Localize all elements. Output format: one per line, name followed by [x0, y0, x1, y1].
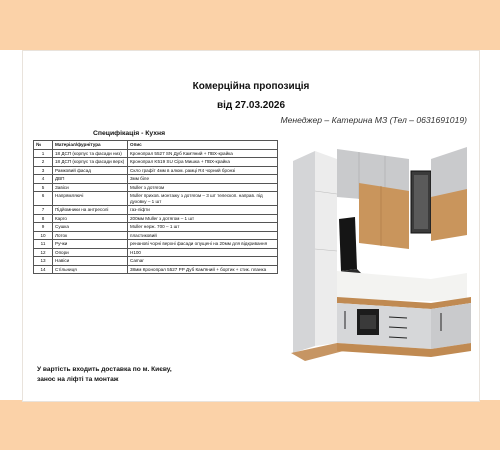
proposal-page: [22, 50, 480, 402]
top-border-band: [0, 0, 500, 50]
row-material: Лоток: [53, 231, 128, 240]
row-number: 14: [34, 265, 53, 274]
spec-title: Специфікація - Кухня: [93, 130, 166, 137]
kitchen-render-image: [281, 131, 477, 361]
col-header-description: Опис: [128, 141, 278, 150]
table-row: [34, 206, 278, 215]
table-row: [34, 223, 278, 232]
tall-column-front: [315, 151, 337, 346]
row-material: Карго: [53, 214, 128, 223]
row-number: 7: [34, 206, 53, 215]
row-description: Muller нерж. 700 – 1 шт: [128, 223, 278, 232]
table-row: [34, 248, 278, 257]
table-row: [34, 240, 278, 249]
row-description: пластиковий: [128, 231, 278, 240]
row-number: 10: [34, 231, 53, 240]
row-material: Ручки: [53, 240, 128, 249]
footer-line: У вартість входить доставка по м. Києву,: [37, 366, 172, 373]
row-number: 1: [34, 149, 53, 158]
upper-cabinets-right-oak: [431, 189, 467, 241]
document-date: від 27.03.2026: [216, 100, 286, 111]
row-description: Muller прихов. монтажу з дотягом – 3 шт телескоп. направ. під духовку – 1 шт: [128, 192, 278, 206]
row-number: 8: [34, 214, 53, 223]
row-material: Сушка: [53, 223, 128, 232]
row-description: ренанові чорні верхні фасади опущені на 20мм для відкривання: [128, 240, 278, 249]
row-number: 5: [34, 183, 53, 192]
row-description: Кронопрал K519 SU Сіра Мишка + ПВХ-крайка: [128, 158, 278, 167]
row-description: Muller з дотягом: [128, 183, 278, 192]
row-number: 13: [34, 257, 53, 266]
row-description: Кронопрал 5527 SN Дуб Кам'яний + ПВХ-крайка: [128, 149, 278, 158]
row-description: 3мм біле: [128, 175, 278, 184]
table-row: [34, 183, 278, 192]
row-material: ДВП: [53, 175, 128, 184]
upper-cabinets-oak: [359, 183, 409, 249]
row-description: Camar: [128, 257, 278, 266]
col-header-material: Матеріал/фурнітура: [53, 141, 128, 150]
row-material: Стільниця: [53, 265, 128, 274]
row-description: газ-ліфти: [128, 206, 278, 215]
cooker-hood: [339, 217, 357, 271]
document-title: Комерційна пропозиція: [192, 81, 310, 92]
table-row: [34, 214, 278, 223]
row-description: 38мм Кронопрал 5527 РР Дуб Кам'яний + бортик + стик. планка: [128, 265, 278, 274]
manager-contact: Менеджер – Катерина МЗ (Тел – 0631691019): [280, 115, 467, 125]
row-description: Н100: [128, 248, 278, 257]
table-row: [34, 175, 278, 184]
table-row: [34, 149, 278, 158]
row-material: 18 ДСП (корпус та фасади верх): [53, 158, 128, 167]
row-material: Рамковий фасад: [53, 166, 128, 175]
table-row: [34, 231, 278, 240]
table-row: [34, 257, 278, 266]
row-number: 6: [34, 192, 53, 206]
table-row: [34, 166, 278, 175]
footer-note: [37, 365, 172, 385]
row-material: Підйомники на антресолі: [53, 206, 128, 215]
base-cabinets-right: [431, 303, 471, 349]
tall-column-side: [293, 151, 315, 353]
row-number: 4: [34, 175, 53, 184]
footer-line: занос на ліфті та монтаж: [37, 376, 119, 384]
table-row: [34, 265, 278, 274]
table-row: [34, 158, 278, 167]
spec-table: [33, 140, 278, 274]
row-number: 11: [34, 240, 53, 249]
row-description: 200мм Muller з дотягом – 1 шт: [128, 214, 278, 223]
row-material: Напрямляючі: [53, 192, 128, 206]
row-material: Опори: [53, 248, 128, 257]
glass-panel: [414, 175, 428, 229]
oven-window: [360, 315, 376, 329]
backsplash: [337, 271, 467, 301]
row-number: 3: [34, 166, 53, 175]
row-description: Скло графіт 4мм в алюм. рамці R4 чорний бронзі: [128, 166, 278, 175]
row-number: 9: [34, 223, 53, 232]
row-material: 18 ДСП (корпус та фасади низ): [53, 149, 128, 158]
row-number: 2: [34, 158, 53, 167]
row-number: 12: [34, 248, 53, 257]
col-header-number: №: [34, 141, 53, 150]
row-material: Навіси: [53, 257, 128, 266]
table-header-row: [34, 141, 278, 150]
row-material: Завіси: [53, 183, 128, 192]
table-row: [34, 192, 278, 206]
bottom-border-band: [0, 400, 500, 450]
base-cabinets: [337, 303, 431, 349]
